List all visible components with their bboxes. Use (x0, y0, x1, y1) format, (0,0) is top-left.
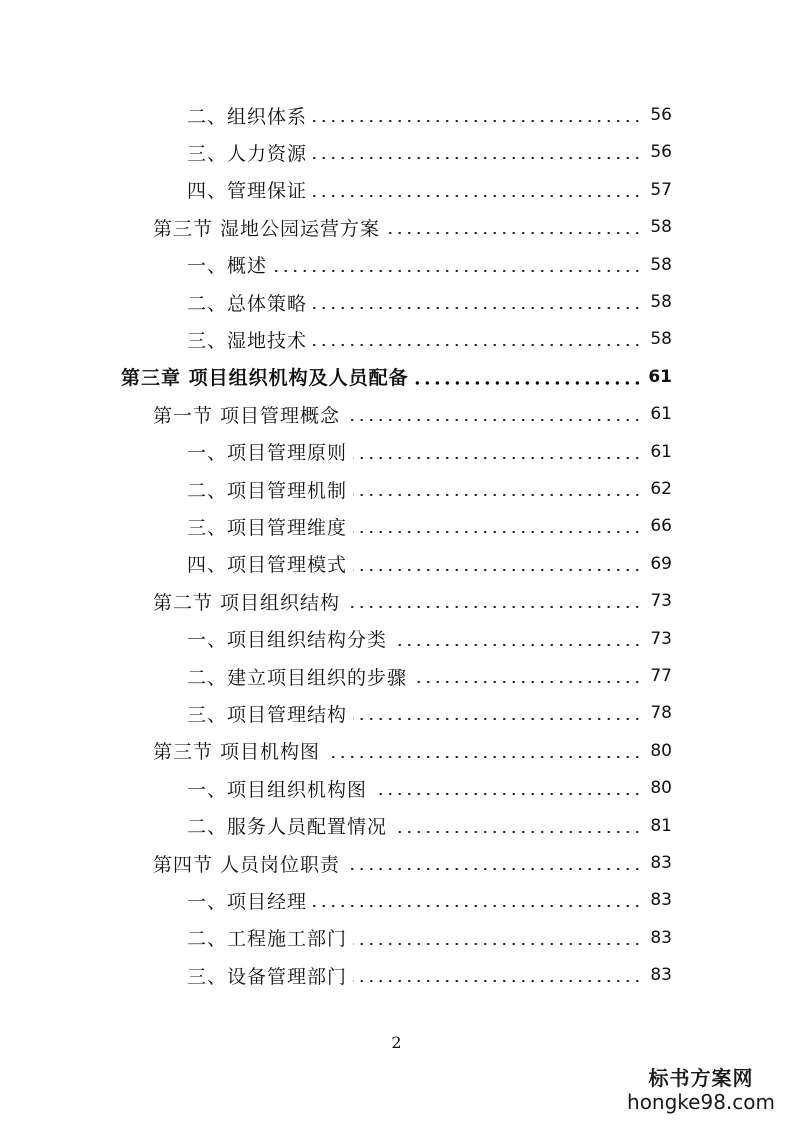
toc-entry-title: 二、总体策略 (187, 292, 308, 315)
dot-leader (413, 681, 642, 683)
toc-entry-page: 66 (650, 516, 672, 537)
watermark-url: hongke98.com (627, 1090, 775, 1114)
dot-leader (353, 980, 642, 982)
toc-entry-item[interactable] (187, 698, 672, 728)
toc-entry-title: 三、人力资源 (187, 142, 308, 165)
toc-entry-page: 58 (650, 329, 672, 350)
toc-entry-item[interactable] (187, 100, 672, 130)
toc-entry-title: 二、项目管理机制 (187, 479, 348, 502)
toc-entry-section[interactable] (153, 736, 672, 766)
toc-entry-title: 三、湿地技术 (187, 329, 308, 352)
toc-entry-page: 62 (650, 479, 672, 499)
toc-entry-title: 一、项目组织结构分类 (187, 629, 388, 652)
toc-entry-item[interactable] (187, 549, 672, 579)
toc-entry-title: 一、概述 (187, 255, 268, 278)
toc-entry-page: 83 (650, 853, 672, 873)
toc-entry-page: 58 (650, 217, 672, 238)
dot-leader (353, 531, 642, 533)
toc-entry-item[interactable] (187, 773, 672, 803)
dot-leader (353, 457, 642, 459)
toc-entry-section[interactable] (153, 848, 672, 878)
toc-entry-page: 58 (650, 292, 672, 312)
toc-entry-title: 二、建立项目组织的步骤 (187, 666, 408, 689)
toc-entry-title: 三、设备管理部门 (187, 965, 348, 988)
toc-entry-title: 第一节 项目管理概念 (153, 404, 341, 427)
toc-entry-title: 二、组织体系 (187, 105, 308, 128)
toc-entry-item[interactable] (187, 287, 672, 317)
toc-entry-title: 二、服务人员配置情况 (187, 816, 388, 839)
dot-leader (326, 756, 642, 758)
dot-leader (313, 905, 642, 907)
toc-entry-page: 83 (650, 965, 672, 986)
toc-entry-page: 78 (650, 703, 672, 724)
toc-entry-item[interactable] (187, 437, 672, 467)
dot-leader (313, 157, 642, 159)
dot-leader (273, 270, 642, 272)
dot-leader (353, 494, 642, 496)
toc-entry-title: 三、项目管理维度 (187, 516, 348, 539)
toc-entry-title: 第二节 项目组织结构 (153, 591, 341, 614)
toc-entry-page: 61 (648, 366, 672, 387)
toc-entry-item[interactable] (187, 885, 672, 915)
toc-entry-page: 80 (650, 778, 672, 799)
toc-entry-title: 四、管理保证 (187, 180, 308, 203)
toc-entry-title: 第三节 湿地公园运营方案 (153, 217, 381, 240)
toc-entry-page: 83 (650, 890, 672, 911)
toc-entry-chapter[interactable] (121, 362, 672, 392)
toc-entry-item[interactable] (187, 960, 672, 990)
toc-entry-title: 一、项目管理原则 (187, 442, 348, 465)
dot-leader (346, 606, 642, 608)
toc-entry-title: 第三章 项目组织机构及人员配备 (121, 367, 409, 390)
dot-leader (393, 831, 642, 833)
toc-entry-page: 80 (650, 740, 672, 761)
toc-entry-title: 三、项目管理结构 (187, 703, 348, 726)
toc-entry-title: 第四节 人员岗位职责 (153, 853, 341, 876)
toc-entry-title: 一、项目经理 (187, 890, 308, 913)
toc-entry-page: 56 (650, 142, 672, 163)
dot-leader (373, 793, 642, 795)
toc-entry-title: 一、项目组织机构图 (187, 778, 368, 801)
toc-entry-page: 61 (650, 404, 672, 425)
toc-entry-section[interactable] (153, 586, 672, 616)
toc-entry-item[interactable] (187, 624, 672, 654)
watermark-logo (627, 1066, 775, 1114)
toc-entry-page: 56 (650, 105, 672, 125)
dot-leader (415, 381, 642, 385)
dot-leader (386, 232, 642, 234)
toc-entry-title: 二、工程施工部门 (187, 928, 348, 951)
dot-leader (313, 307, 642, 309)
toc-entry-page: 73 (650, 591, 672, 612)
dot-leader (353, 718, 642, 720)
toc-entry-page: 69 (650, 553, 672, 574)
dot-leader (393, 644, 642, 646)
dot-leader (313, 120, 642, 122)
dot-leader (346, 868, 642, 870)
toc-entry-title: 四、项目管理模式 (187, 554, 348, 577)
toc-entry-item[interactable] (187, 250, 672, 280)
dot-leader (346, 419, 642, 421)
page-number: 2 (391, 1033, 402, 1052)
toc-entry-page: 83 (650, 927, 672, 948)
watermark-name: 标书方案网 (648, 1066, 754, 1090)
toc-entry-page: 57 (650, 179, 672, 200)
toc-entry-page: 81 (650, 815, 672, 836)
toc-entry-page: 58 (650, 254, 672, 275)
toc-entry-page: 61 (650, 441, 672, 462)
toc-entry-item[interactable] (187, 137, 672, 167)
toc-entry-item[interactable] (187, 175, 672, 205)
toc-entry-page: 73 (650, 628, 672, 649)
dot-leader (313, 195, 642, 197)
toc-entry-page: 77 (650, 666, 672, 686)
toc-entry-item[interactable] (187, 324, 672, 354)
toc-entry-item[interactable] (187, 474, 672, 504)
toc-entry-item[interactable] (187, 661, 672, 691)
toc-entry-section[interactable] (153, 212, 672, 242)
dot-leader (353, 569, 642, 571)
toc-entry-title: 第三节 项目机构图 (153, 741, 321, 764)
toc-entry-item[interactable] (187, 923, 672, 953)
dot-leader (353, 943, 642, 945)
toc-entry-item[interactable] (187, 511, 672, 541)
dot-leader (313, 344, 642, 346)
toc-entry-section[interactable] (153, 399, 672, 429)
toc-entry-item[interactable] (187, 811, 672, 841)
